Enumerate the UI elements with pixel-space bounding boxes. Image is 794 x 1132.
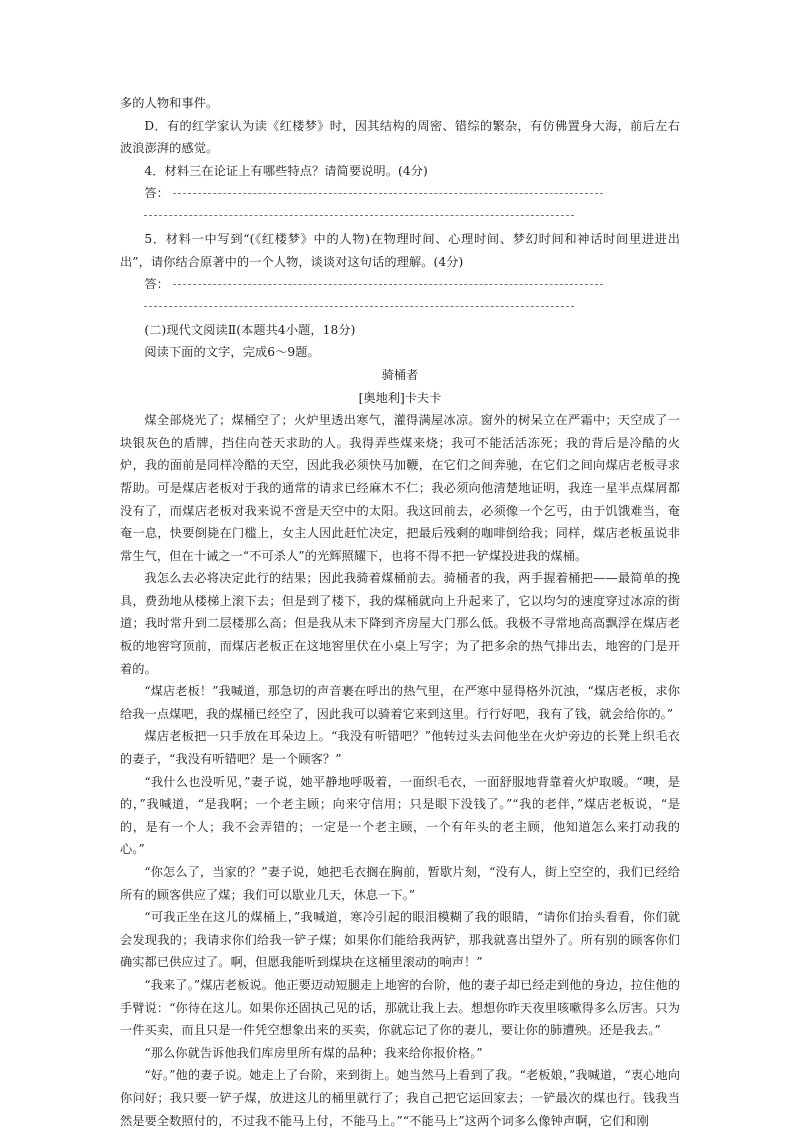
instruction: 阅读下面的文字，完成6～9题。 [144, 345, 320, 360]
article-paragraph: “我什么也没听见，”妻子说，她平静地呼吸着，一面织毛衣，一面舒服地背靠着火炉取暖。“噢，是的，”我喊道，“是我啊；一个老主顾；向来守信用；只是眼下没钱了。”“我的老伴，”煤店老板说，“是的，是有一个人；我不会弄错的；一定是一个老主顾，一个有年头的老主顾，他知道怎么来打动我的心。” [120, 774, 680, 857]
article-paragraph: 煤全部烧光了；煤桶空了；火炉里透出寒气，灌得满屋冰凉。窗外的树呆立在严霜中；天空成了一块银灰色的盾牌，挡住向苍天求助的人。我得弄些煤来烧；我可不能活活冻死；我的背后是冷酷的火炉，我的面前是同样冷酷的天空，因此我必须快马加鞭，在它们之间奔驰，在它们之间向煤店老板寻求帮助。可是煤店老板对于我的通常的请求已经麻木不仁；我必须向他清楚地证明，我连一星半点煤屑都没有了，而煤店老板对我来说不啻是天空中的太阳。我这回前去，必须像一个乞丐，由于饥饿难当，奄奄一息，快要倒毙在门槛上，女主人因此赶忙决定，把最后残剩的咖啡倒给我；同样，煤店老板虽说非常生气，但在十诫之一“不可杀人”的光辉照耀下，也将不得不把一铲煤投进我的煤桶。 [120, 413, 680, 563]
article-paragraph: “可我正坐在这儿的煤桶上，”我喊道，寒冷引起的眼泪模糊了我的眼睛，“请你们抬头看看，你们就会发现我的；我请求你们给我一铲子煤；如果你们能给我两铲，那我就喜出望外了。所有别的顾客你们确实都已供应过了。啊，但愿我能听到煤块在这桶里滚动的响声！” [120, 910, 680, 970]
answer-blank-second[interactable] [144, 215, 574, 216]
article-paragraph: “那么你就告诉他我们库房里所有煤的品种；我来给你报价格。” [144, 1045, 483, 1060]
option-d: D．有的红学家认为读《红楼梦》时，因其结构的周密、错综的繁杂，有仿佛置身大海，前后左右波浪澎湃的感觉。 [120, 118, 680, 156]
answer-line-q4 [120, 182, 680, 205]
question-5: 5．材料一中写到“(《红楼梦》中的人物)在物理时间、心理时间、梦幻时间和神话时间里进进出出”，请你结合原著中的一个人物，谈谈对这句话的理解。(4分) [120, 231, 680, 269]
answer-label: 答： [144, 277, 169, 292]
article-paragraph: “煤店老板！”我喊道，那急切的声音裹在呼出的热气里，在严寒中显得格外沉浊，“煤店老板，求你给我一点煤吧，我的煤桶已经空了，因此我可以骑着它来到这里。行行好吧，我有了钱，就会给你的。” [120, 684, 680, 721]
text-line: 多的人物和事件。 [120, 96, 219, 110]
answer-blank[interactable] [173, 284, 603, 285]
document-page [120, 92, 680, 1132]
section-heading: (二)现代文阅读Ⅱ(本题共4小题，18分) [144, 322, 356, 337]
article-paragraph: “你怎么了，当家的？”妻子说，她把毛衣搁在胸前，暂歇片刻，“没有人，街上空空的，我们已经给所有的顾客供应了煤；我们可以歇业几天，休息一下。” [120, 865, 680, 902]
answer-blank-second[interactable] [144, 306, 574, 307]
answer-line-q5 [120, 273, 680, 296]
article-paragraph: 我怎么去必将决定此行的结果；因此我骑着煤桶前去。骑桶者的我，两手握着桶把——最简单的挽具，费劲地从楼梯上滚下去；但是到了楼下，我的煤桶就向上升起来了，它以均匀的速度穿过冰凉的街道；我时常升到二层楼那么高；但是我从未下降到齐房屋大门那么低。我极不寻常地高高飘浮在煤店老板的地窖穹顶前，而煤店老板正在这地窖里伏在小桌上写字；为了把多余的热气排出去，地窖的门是开着的。 [120, 571, 680, 676]
article-title: 骑桶者 [381, 367, 419, 382]
article-paragraph: 煤店老板把一只手放在耳朵边上。“我没有听错吧？”他转过头去问他坐在火炉旁边的长凳上织毛衣的妻子，“我没有听错吧？是一个顾客？” [120, 729, 680, 767]
article-paragraph: “好。”他的妻子说。她走上了台阶，来到街上。她当然马上看到了我。“老板娘，”我喊道，“衷心地向你问好；我只要一铲子煤，放进这儿的桶里就行了；我自己把它运回家去；一铲最次的煤也行。钱我当然是要全数照付的，不过我不能马上付，不能马上。”“不能马上”这两个词多么像钟声啊，它们和刚 [120, 1068, 680, 1128]
question-4: 4．材料三在论证上有哪些特点？请简要说明。(4分) [144, 163, 428, 178]
article-author: [奥地利]卡夫卡 [358, 390, 442, 405]
article-paragraph: “我来了。”煤店老板说。他正要迈动短腿走上地窖的台阶，他的妻子却已经走到他的身边，拉住他的手臂说：“你待在这儿。如果你还固执己见的话，那就让我上去。想想你昨天夜里咳嗽得多么厉害。只为一件买卖，而且只是一件凭空想象出来的买卖，你就忘记了你的妻儿，要让你的肺遭殃。还是我去。” [120, 977, 680, 1038]
answer-label: 答： [144, 186, 169, 201]
answer-blank[interactable] [173, 193, 603, 194]
